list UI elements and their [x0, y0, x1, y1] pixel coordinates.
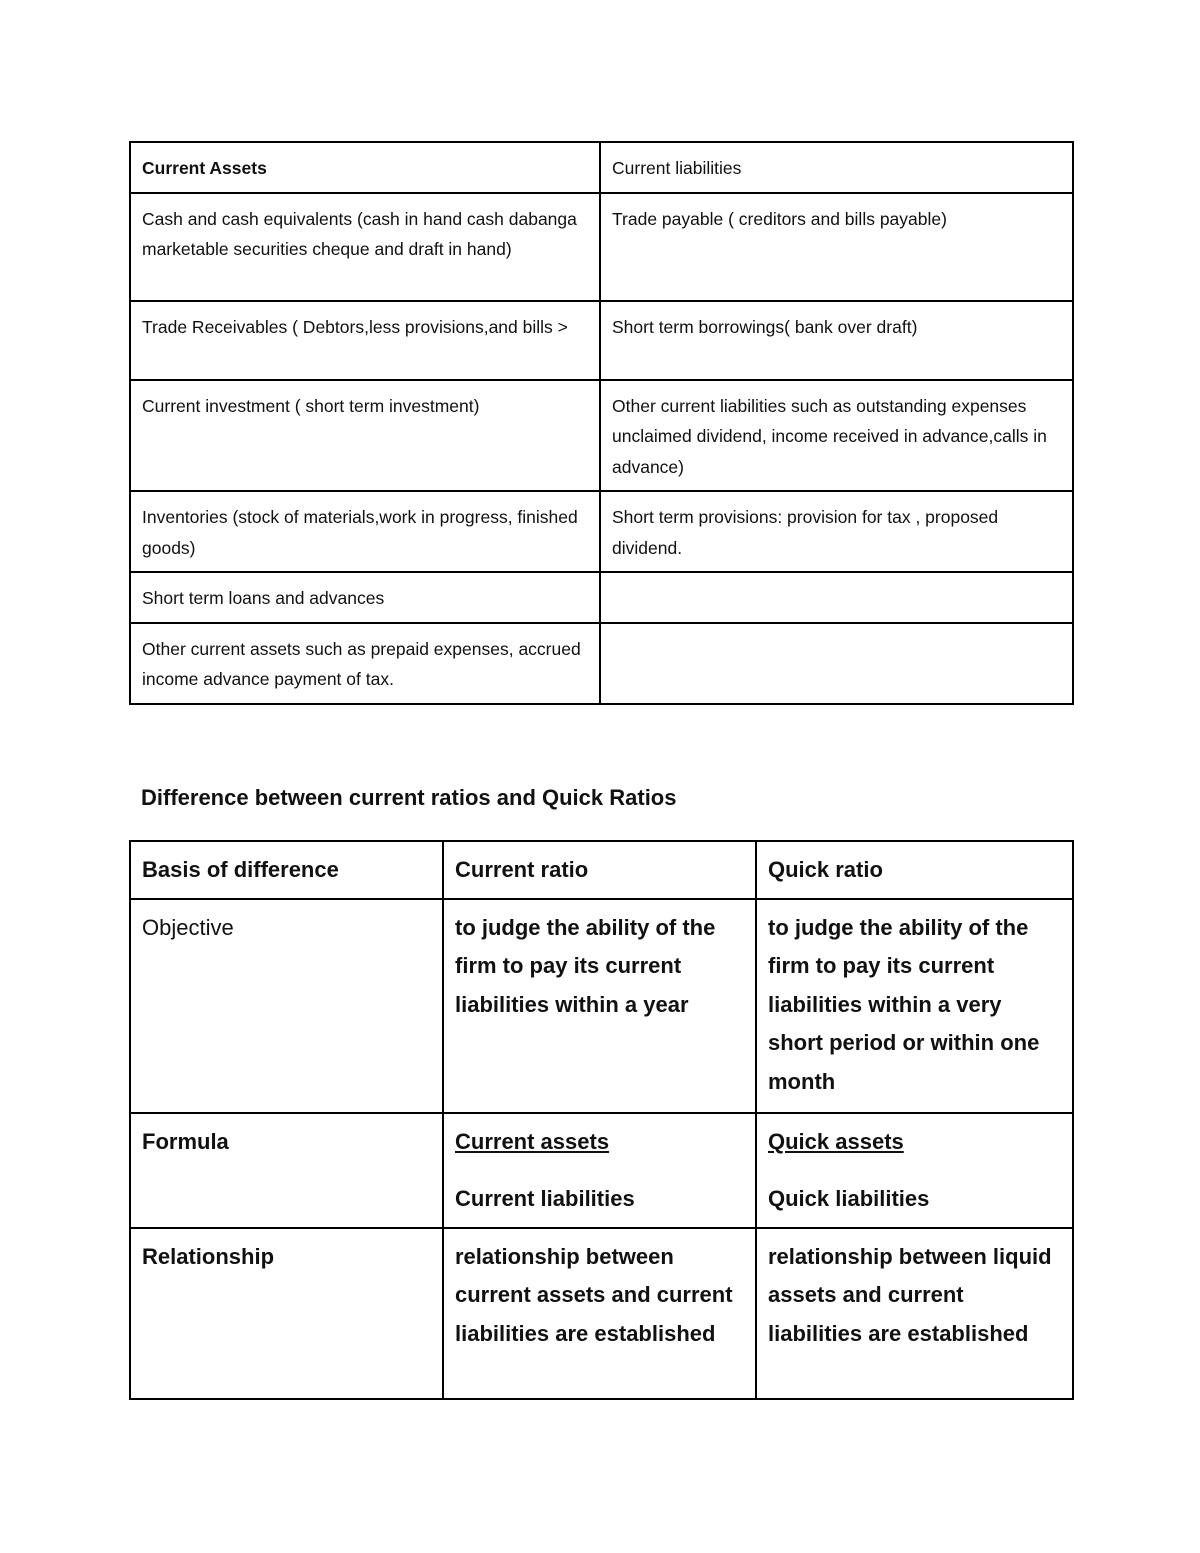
asset-cell: Other current assets such as prepaid expenses, accrued income advance payment of tax.	[130, 623, 600, 704]
asset-cell: Trade Receivables ( Debtors,less provisions,and bills >	[130, 301, 600, 380]
asset-cell: Current investment ( short term investment)	[130, 380, 600, 492]
current-ratio-header: Current ratio	[443, 841, 756, 899]
quick-ratio-header: Quick ratio	[756, 841, 1073, 899]
table-header-row	[130, 142, 1073, 193]
liability-cell	[600, 572, 1073, 623]
relationship-label: Relationship	[130, 1228, 443, 1399]
current-formula-numerator: Current assets	[455, 1128, 610, 1154]
table-row	[130, 491, 1073, 572]
table-row	[130, 572, 1073, 623]
table-row	[130, 623, 1073, 704]
quick-formula-denominator: Quick liabilities	[768, 1186, 930, 1211]
current-formula-denominator: Current liabilities	[455, 1186, 635, 1211]
liability-cell: Short term borrowings( bank over draft)	[600, 301, 1073, 380]
liability-cell: Trade payable ( creditors and bills payable)	[600, 193, 1073, 301]
formula-current	[443, 1113, 756, 1228]
current-assets-header: Current Assets	[130, 142, 600, 193]
formula-quick	[756, 1113, 1073, 1228]
liability-cell: Short term provisions: provision for tax , proposed dividend.	[600, 491, 1073, 572]
objective-current: to judge the ability of the firm to pay its current liabilities within a year	[443, 899, 756, 1113]
section-heading: Difference between current ratios and Quick Ratios	[141, 785, 677, 810]
table-row	[130, 193, 1073, 301]
asset-cell: Inventories (stock of materials,work in progress, finished goods)	[130, 491, 600, 572]
objective-label: Objective	[130, 899, 443, 1113]
current-liabilities-header: Current liabilities	[600, 142, 1073, 193]
objective-quick: to judge the ability of the firm to pay its current liabilities within a very short period or within one month	[756, 899, 1073, 1113]
asset-cell: Short term loans and advances	[130, 572, 600, 623]
table-row-relationship	[130, 1228, 1073, 1399]
ratios-comparison-table	[129, 840, 1074, 1400]
asset-cell: Cash and cash equivalents (cash in hand cash dabanga marketable securities cheque and draft in hand)	[130, 193, 600, 301]
basis-header: Basis of difference	[130, 841, 443, 899]
table-row	[130, 301, 1073, 380]
relationship-quick: relationship between liquid assets and current liabilities are established	[756, 1228, 1073, 1399]
relationship-current: relationship between current assets and current liabilities are established	[443, 1228, 756, 1399]
formula-label: Formula	[130, 1113, 443, 1228]
liability-cell	[600, 623, 1073, 704]
table-header-row	[130, 841, 1073, 899]
assets-liabilities-table	[129, 141, 1074, 705]
quick-formula-numerator: Quick assets	[768, 1128, 904, 1154]
liability-cell: Other current liabilities such as outstanding expenses unclaimed dividend, income received in advance,calls in advance)	[600, 380, 1073, 492]
table-row	[130, 380, 1073, 492]
table-row-formula	[130, 1113, 1073, 1228]
table-row-objective	[130, 899, 1073, 1113]
